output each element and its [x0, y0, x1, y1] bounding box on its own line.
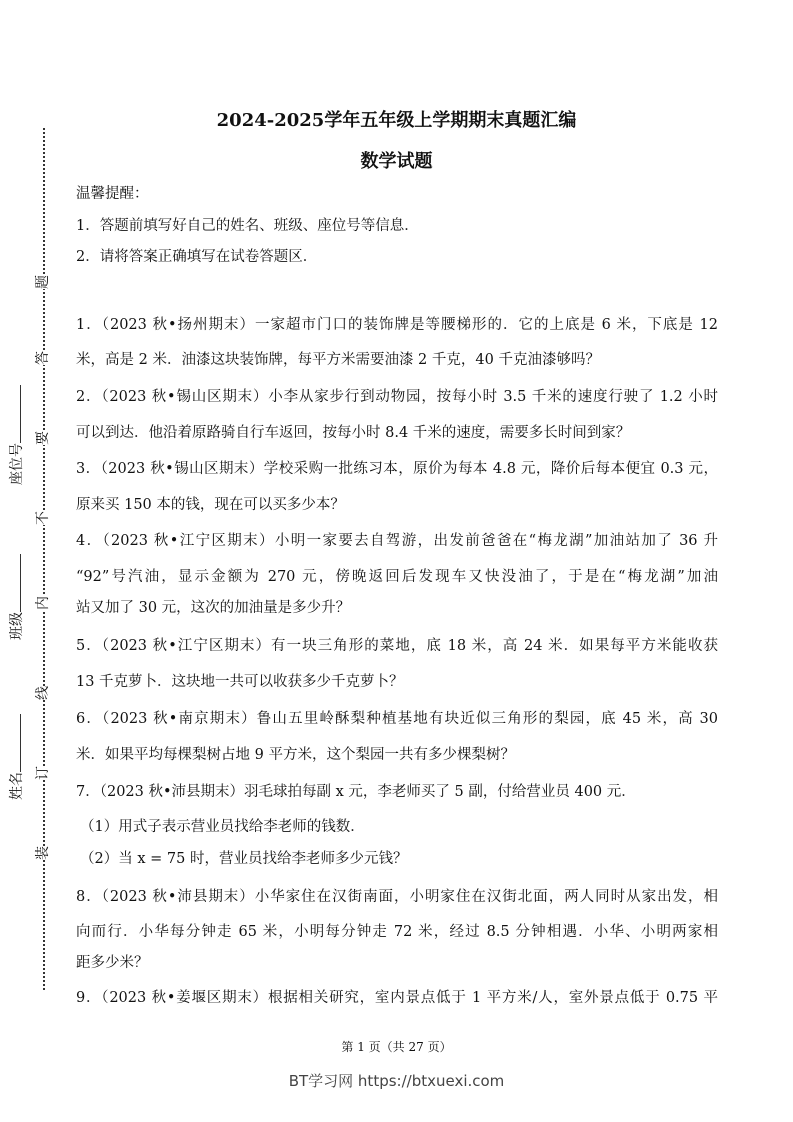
page-title: 2024-2025学年五年级上学期期末真题汇编: [216, 110, 577, 131]
question-7-line: 7．（2023 秋•沛县期末）羽毛球拍每副 x 元，李老师买了 5 副，付给营业员 400 元．: [76, 784, 636, 800]
question-5-line: 5．（2023 秋•江宁区期末）有一块三角形的菜地，底 18 米，高 24 米．如果每平方米能收获: [76, 638, 718, 654]
name-blank[interactable]: [8, 714, 21, 772]
seal-char: 要: [35, 431, 51, 445]
question-7-subquestion: （2）当 x = 75 时，营业员找给李老师多少元钱？: [80, 851, 408, 867]
page-number: 第 1 页（共 27 页）: [341, 1040, 452, 1054]
notice-item: 2．请将答案正确填写在试卷答题区．: [76, 249, 318, 265]
question-4-line: 站又加了 30 元，这次的加油量是多少升？: [76, 600, 351, 616]
question-7-subquestion: （1）用式子表示营业员找给李老师的钱数．: [80, 819, 365, 835]
question-6-line: 米．如果平均每棵梨树占地 9 平方米，这个梨园一共有多少棵梨树？: [76, 747, 515, 763]
seal-char: 线: [35, 686, 51, 700]
question-8-line: 8．（2023 秋•沛县期末）小华家住在汉街南面，小明家住在汉街北面，两人同时从家出发，相: [76, 889, 718, 905]
seat-blank[interactable]: [8, 385, 21, 443]
name-label: 姓名: [9, 772, 25, 800]
question-2-line: 可以到达．他沿着原路骑自行车返回，按每小时 8.4 千米的速度，需要多长时间到家？: [76, 425, 631, 441]
question-6-line: 6．（2023 秋•南京期末）鲁山五里岭酥梨种植基地有块近似三角形的梨园，底 45 米，高 30: [76, 711, 718, 727]
seal-char: 不: [35, 511, 51, 525]
class-field[interactable]: [6, 554, 26, 640]
seal-char: 题: [35, 275, 51, 289]
notice-heading: 温馨提醒：: [76, 186, 149, 202]
seal-char: 订: [35, 766, 51, 780]
question-5-line: 13 千克萝卜．这块地一共可以收获多少千克萝卜？: [76, 674, 404, 690]
question-3-line: 3．（2023 秋•锡山区期末）学校采购一批练习本，原价为每本 4.8 元，降价后每本便宜 0.3 元，: [76, 461, 718, 477]
question-1-line: 1．（2023 秋•扬州期末）一家超市门口的装饰牌是等腰梯形的．它的上底是 6 米，下底是 12: [76, 317, 718, 333]
class-blank[interactable]: [8, 554, 21, 612]
notice-item: 1．答题前填写好自己的姓名、班级、座位号等信息．: [76, 218, 419, 234]
watermark[interactable]: BT学习网 https://btxuexi.com: [288, 1072, 505, 1090]
question-8-line: 向而行．小华每分钟走 65 米，小明每分钟走 72 米，经过 8.5 分钟相遇．小华、小明两家相: [76, 924, 718, 940]
question-8-line: 距多少米？: [76, 955, 149, 971]
seal-char: 装: [35, 846, 51, 860]
seat-field[interactable]: [6, 385, 26, 485]
question-4-line: “92”号汽油，显示金额为 270 元，傍晚返回后发现车又快没油了，于是在“梅龙湖”加油: [76, 569, 718, 585]
binding-dotted-line: [43, 128, 45, 990]
name-field[interactable]: [6, 714, 26, 800]
seat-label: 座位号: [9, 443, 25, 485]
class-label: 班级: [9, 612, 25, 640]
question-1-line: 米，高是 2 米．油漆这块装饰牌，每平方米需要油漆 2 千克，40 千克油漆够吗？: [76, 352, 600, 368]
seal-char: 答: [35, 351, 51, 365]
question-3-line: 原来买 150 本的钱，现在可以买多少本？: [76, 497, 345, 513]
question-9-line: 9．（2023 秋•姜堰区期末）根据相关研究，室内景点低于 1 平方米/人，室外景点低于 0.75 平: [76, 990, 718, 1006]
question-2-line: 2．（2023 秋•锡山区期末）小李从家步行到动物园，按每小时 3.5 千米的速度行驶了 1.2 小时: [76, 389, 718, 405]
seal-char: 内: [35, 596, 51, 610]
page-subtitle: 数学试题: [360, 151, 433, 172]
question-4-line: 4．（2023 秋•江宁区期末）小明一家要去自驾游，出发前爸爸在“梅龙湖”加油站加了 36 升: [76, 533, 718, 549]
